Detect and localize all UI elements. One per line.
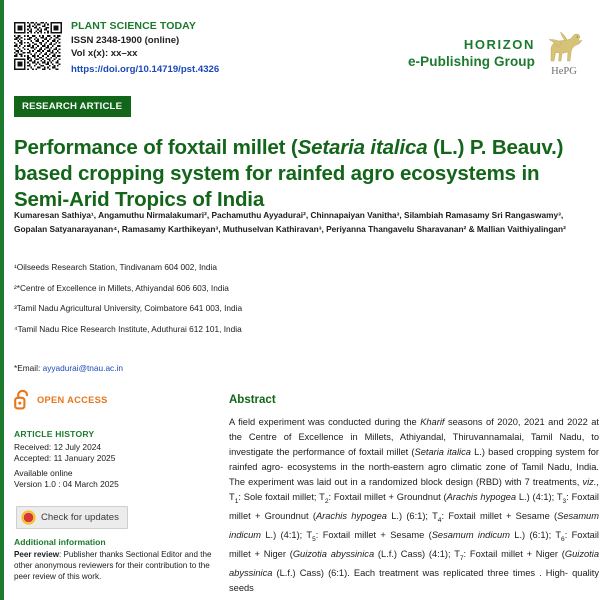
affiliation-item: ²*Centre of Excellence in Millets, Athiyandal 606 603, India [14,282,229,293]
abstract-text-run: : Foxtail millet + Groundnut ( [328,492,447,503]
abstract-text-run: (L.f.) Cass) (4:1); T [374,549,460,560]
journal-title: PLANT SCIENCE TODAY [71,20,197,32]
abstract-text-run: Arachis hypogea [446,492,517,503]
abstract-text-run: Sesamum indicum [229,511,599,541]
publisher-name-line1: HORIZON [463,37,535,52]
abstract-text-run: 6 [561,536,565,544]
abstract-text-run: Guizotia abyssinica [229,549,599,579]
title-part-1: Performance of foxtail millet ( [14,135,298,159]
additional-information [14,537,219,582]
email-link[interactable]: ayyadurai@tnau.ac.in [42,363,123,373]
open-access-badge[interactable] [14,389,108,410]
abstract-text-run: (L.f.) Cass) (6:1). Each treatment was replicated three times . High- quality seeds [229,568,599,594]
peer-review-text: : Publisher thanks Sectional Editor and the other anonymous reviewers for their contribution to the peer review of this work. [14,550,212,581]
abstract-text-run: L.) (6:1); T [386,511,438,522]
title-part-2: (L.) P. Beauv.) based cropping system for rainfed agro ecosystems in Semi-Arid Tropics of India [14,135,564,211]
article-history-heading: ARTICLE HISTORY [14,429,95,439]
journal-volume: Vol x(x): xx–xx [71,48,138,60]
peer-review-label: Peer review [14,550,59,559]
article-accepted-date: Accepted: 11 January 2025 [14,453,116,464]
peer-review-note [14,549,219,582]
abstract-text-run: : Foxtail millet + Niger ( [229,530,599,560]
abstract-text-run: 7 [459,555,464,563]
abstract-text-run: seasons of 2020, 2021 and 2022 at the Centre of Excellence in Millets, Athiyandal, Thiruvannamalai, Tamil Nadu, to investigate the performance of foxtail millet ( [229,417,599,458]
abstract-text-run: , T [229,477,599,503]
abstract-text-run: L.) (6:1); T [509,530,562,541]
affiliation-item: ⁴Tamil Nadu Rice Research Institute, Aduthurai 612 101, India [14,323,242,334]
crossmark-icon [21,510,36,525]
check-for-updates-button[interactable] [16,506,128,529]
qr-code-icon[interactable] [14,22,62,70]
author-list: Kumaresan Sathiya¹, Angamuthu Nirmalakumari², Pachamuthu Ayyadurai², Chinnapaiyan Vanitha³, Silambiah Ramasamy Sri Rangaswamy³, Gopalan Satyanarayanan⁴, Ramasamy Karthikeyan³, Muthuselvan Kathiravan³, Periyanna Thangavelu Sharavanan² & Mallian Vaithiyalingan² [14,210,566,234]
article-received-date: Received: 12 July 2024 [14,442,102,452]
abstract-section [229,394,599,596]
article-version: Version 1.0 : 04 March 2025 [14,479,119,490]
journal-issn: ISSN 2348-1900 (online) [71,34,180,46]
abstract-text-run: Guizotia abyssinica [292,549,375,560]
abstract-text-run: : Foxtail millet + Sesame ( [441,511,558,522]
left-edge-accent-strip [0,0,4,600]
publisher-branding [408,30,586,76]
pegasus-logo-icon [542,30,586,76]
publisher-name-line2: e-Publishing Group [407,54,535,69]
doi-link[interactable]: https://doi.org/10.14719/pst.4326 [71,63,220,75]
abstract-text-run: 5 [312,536,316,544]
abstract-text-run: : Sole foxtail millet; T [238,492,325,503]
abstract-text-run: : Foxtail millet + Sesame ( [315,530,432,541]
masthead [14,20,592,82]
abstract-text-run: Sesamum indicum [431,530,510,541]
abstract-text-run: 4 [437,517,442,525]
journal-identity-block [71,20,219,76]
abstract-heading: Abstract [229,394,276,406]
abstract-text-run: A field experiment was conducted during the [229,417,421,427]
abstract-text-run: 2 [324,498,329,506]
abstract-text-run: 3 [562,498,567,506]
article-type-badge: RESEARCH ARTICLE [14,96,131,117]
abstract-text-run: L.) based cropping system for rainfed agro- ecosystems in the north-eastern agro climatic zone of Tamil Nadu, India. The experiment was laid out in a randomized block design (RBD) with 7 treatments, [229,447,600,488]
abstract-text-run: Setaria italica [414,447,471,458]
title-species-name: Setaria italica [297,135,428,159]
open-access-padlock-icon [14,389,31,410]
abstract-text-run: L.) (4:1); T [516,492,563,503]
affiliation-item: ³Tamil Nadu Agricultural University, Coimbatore 641 003, India [14,303,243,313]
abstract-text-run: : Foxtail millet + Niger ( [463,549,565,560]
affiliation-list [14,262,374,344]
open-access-label: OPEN ACCESS [37,394,108,405]
corresponding-email [14,363,123,373]
abstract-text-run: Arachis hypogea [315,511,387,522]
publisher-logo-wordmark: HePG [551,66,577,77]
additional-information-heading: Additional information [14,537,106,547]
article-history [14,429,214,491]
abstract-text-run: viz. [582,477,597,488]
abstract-text-run: L.) (4:1); T [261,530,313,541]
abstract-text-run: Kharif [420,417,445,427]
abstract-text-run: : Foxtail millet + Groundnut ( [229,492,599,522]
check-for-updates-label: Check for updates [41,512,119,523]
page-title [14,135,589,213]
abstract-text-run: 1 [234,498,239,506]
affiliation-item: ¹Oilseeds Research Station, Tindivanam 604 002, India [14,262,217,272]
email-label: *Email: [14,363,41,373]
abstract-body [229,415,599,596]
article-available-online: Available online [14,467,73,478]
